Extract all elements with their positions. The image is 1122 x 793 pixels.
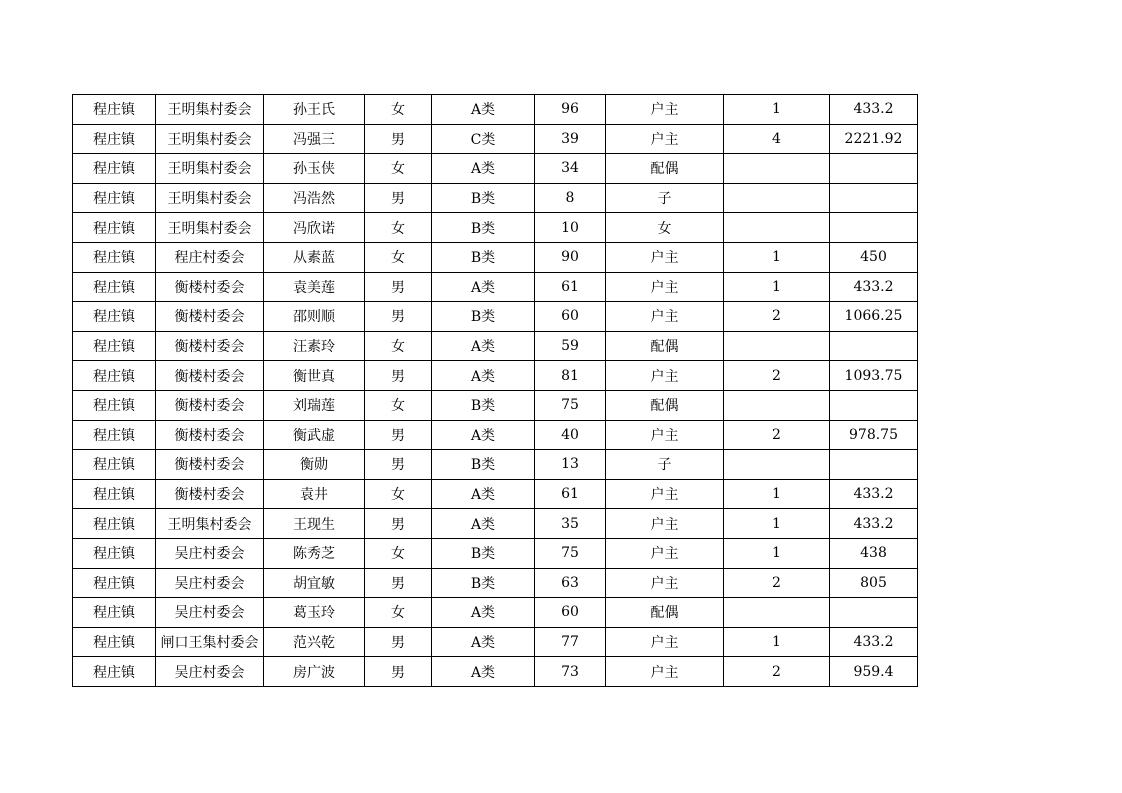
- cell-age: 60: [535, 302, 606, 332]
- cell-household-size: [724, 331, 830, 361]
- cell-household-size: [724, 390, 830, 420]
- cell-village-committee: 衡楼村委会: [156, 390, 264, 420]
- table-row: [73, 95, 918, 125]
- cell-gender: 女: [365, 95, 432, 125]
- cell-town: 程庄镇: [73, 272, 156, 302]
- cell-category: B类: [432, 538, 535, 568]
- cell-age: 60: [535, 598, 606, 628]
- cell-town: 程庄镇: [73, 302, 156, 332]
- cell-category: B类: [432, 390, 535, 420]
- cell-relation: 配偶: [606, 331, 724, 361]
- cell-person-name: 汪素玲: [264, 331, 365, 361]
- cell-town: 程庄镇: [73, 420, 156, 450]
- cell-household-size: [724, 598, 830, 628]
- table-row: [73, 657, 918, 687]
- cell-household-size: 2: [724, 420, 830, 450]
- cell-relation: 户主: [606, 420, 724, 450]
- cell-amount: 1066.25: [830, 302, 918, 332]
- table-row: [73, 331, 918, 361]
- cell-relation: 子: [606, 183, 724, 213]
- cell-age: 90: [535, 242, 606, 272]
- cell-village-committee: 王明集村委会: [156, 124, 264, 154]
- cell-person-name: 冯欣诺: [264, 213, 365, 243]
- table-row: [73, 242, 918, 272]
- cell-person-name: 王现生: [264, 509, 365, 539]
- cell-relation: 女: [606, 213, 724, 243]
- cell-relation: 户主: [606, 657, 724, 687]
- cell-amount: 2221.92: [830, 124, 918, 154]
- table-row: [73, 627, 918, 657]
- table-row: [73, 420, 918, 450]
- cell-town: 程庄镇: [73, 479, 156, 509]
- cell-age: 34: [535, 154, 606, 184]
- table-row: [73, 450, 918, 480]
- cell-relation: 配偶: [606, 154, 724, 184]
- cell-relation: 户主: [606, 538, 724, 568]
- cell-amount: 433.2: [830, 479, 918, 509]
- cell-category: B类: [432, 450, 535, 480]
- cell-village-committee: 衡楼村委会: [156, 479, 264, 509]
- cell-category: A类: [432, 627, 535, 657]
- cell-village-committee: 程庄村委会: [156, 242, 264, 272]
- cell-gender: 男: [365, 361, 432, 391]
- cell-person-name: 从素蓝: [264, 242, 365, 272]
- cell-amount: 1093.75: [830, 361, 918, 391]
- cell-household-size: 4: [724, 124, 830, 154]
- cell-age: 77: [535, 627, 606, 657]
- cell-town: 程庄镇: [73, 361, 156, 391]
- cell-category: A类: [432, 272, 535, 302]
- cell-gender: 男: [365, 183, 432, 213]
- cell-gender: 男: [365, 420, 432, 450]
- cell-town: 程庄镇: [73, 331, 156, 361]
- cell-village-committee: 闸口王集村委会: [156, 627, 264, 657]
- cell-person-name: 胡宜敏: [264, 568, 365, 598]
- cell-amount: 450: [830, 242, 918, 272]
- cell-gender: 女: [365, 331, 432, 361]
- cell-amount: [830, 183, 918, 213]
- cell-village-committee: 吴庄村委会: [156, 538, 264, 568]
- table-row: [73, 272, 918, 302]
- cell-category: A类: [432, 420, 535, 450]
- cell-person-name: 袁美莲: [264, 272, 365, 302]
- cell-village-committee: 衡楼村委会: [156, 331, 264, 361]
- cell-relation: 户主: [606, 509, 724, 539]
- cell-town: 程庄镇: [73, 390, 156, 420]
- cell-category: A类: [432, 361, 535, 391]
- cell-town: 程庄镇: [73, 450, 156, 480]
- cell-age: 40: [535, 420, 606, 450]
- cell-person-name: 孙玉侠: [264, 154, 365, 184]
- cell-household-size: 1: [724, 95, 830, 125]
- cell-age: 61: [535, 272, 606, 302]
- cell-amount: 978.75: [830, 420, 918, 450]
- cell-amount: 959.4: [830, 657, 918, 687]
- cell-town: 程庄镇: [73, 183, 156, 213]
- cell-age: 35: [535, 509, 606, 539]
- cell-amount: 433.2: [830, 509, 918, 539]
- table-row: [73, 183, 918, 213]
- cell-amount: 433.2: [830, 95, 918, 125]
- cell-village-committee: 王明集村委会: [156, 183, 264, 213]
- cell-town: 程庄镇: [73, 213, 156, 243]
- cell-person-name: 刘瑞莲: [264, 390, 365, 420]
- cell-gender: 男: [365, 509, 432, 539]
- table-row: [73, 213, 918, 243]
- cell-age: 73: [535, 657, 606, 687]
- cell-relation: 配偶: [606, 598, 724, 628]
- cell-household-size: 2: [724, 657, 830, 687]
- cell-person-name: 袁井: [264, 479, 365, 509]
- cell-amount: [830, 213, 918, 243]
- cell-village-committee: 王明集村委会: [156, 154, 264, 184]
- cell-category: A类: [432, 509, 535, 539]
- table-body: [73, 95, 918, 687]
- cell-age: 96: [535, 95, 606, 125]
- cell-person-name: 陈秀芝: [264, 538, 365, 568]
- cell-household-size: 1: [724, 509, 830, 539]
- cell-category: B类: [432, 242, 535, 272]
- cell-gender: 男: [365, 568, 432, 598]
- cell-village-committee: 王明集村委会: [156, 213, 264, 243]
- cell-household-size: 1: [724, 272, 830, 302]
- cell-person-name: 范兴乾: [264, 627, 365, 657]
- cell-category: B类: [432, 183, 535, 213]
- cell-age: 61: [535, 479, 606, 509]
- cell-relation: 户主: [606, 124, 724, 154]
- cell-gender: 男: [365, 627, 432, 657]
- cell-household-size: [724, 450, 830, 480]
- cell-household-size: 2: [724, 568, 830, 598]
- cell-gender: 男: [365, 272, 432, 302]
- cell-relation: 户主: [606, 568, 724, 598]
- cell-person-name: 房广波: [264, 657, 365, 687]
- cell-amount: 805: [830, 568, 918, 598]
- table-row: [73, 479, 918, 509]
- cell-village-committee: 吴庄村委会: [156, 598, 264, 628]
- cell-relation: 户主: [606, 242, 724, 272]
- cell-household-size: 1: [724, 479, 830, 509]
- cell-town: 程庄镇: [73, 242, 156, 272]
- cell-village-committee: 衡楼村委会: [156, 450, 264, 480]
- cell-age: 63: [535, 568, 606, 598]
- cell-age: 75: [535, 538, 606, 568]
- cell-gender: 女: [365, 538, 432, 568]
- cell-town: 程庄镇: [73, 568, 156, 598]
- cell-household-size: [724, 213, 830, 243]
- table-row: [73, 154, 918, 184]
- table-row: [73, 568, 918, 598]
- cell-household-size: 1: [724, 627, 830, 657]
- cell-household-size: [724, 183, 830, 213]
- cell-village-committee: 衡楼村委会: [156, 272, 264, 302]
- cell-village-committee: 吴庄村委会: [156, 568, 264, 598]
- table-row: [73, 124, 918, 154]
- cell-village-committee: 衡楼村委会: [156, 361, 264, 391]
- cell-gender: 女: [365, 390, 432, 420]
- cell-household-size: 2: [724, 361, 830, 391]
- cell-town: 程庄镇: [73, 124, 156, 154]
- cell-village-committee: 王明集村委会: [156, 95, 264, 125]
- cell-category: A类: [432, 95, 535, 125]
- table-row: [73, 390, 918, 420]
- cell-town: 程庄镇: [73, 154, 156, 184]
- cell-household-size: 1: [724, 242, 830, 272]
- cell-age: 59: [535, 331, 606, 361]
- cell-village-committee: 王明集村委会: [156, 509, 264, 539]
- table-row: [73, 538, 918, 568]
- cell-amount: 438: [830, 538, 918, 568]
- cell-age: 75: [535, 390, 606, 420]
- cell-amount: [830, 390, 918, 420]
- cell-category: A类: [432, 479, 535, 509]
- cell-age: 10: [535, 213, 606, 243]
- cell-relation: 户主: [606, 95, 724, 125]
- cell-person-name: 葛玉玲: [264, 598, 365, 628]
- cell-village-committee: 吴庄村委会: [156, 657, 264, 687]
- cell-category: B类: [432, 213, 535, 243]
- table-row: [73, 302, 918, 332]
- cell-gender: 女: [365, 213, 432, 243]
- cell-person-name: 冯浩然: [264, 183, 365, 213]
- cell-relation: 户主: [606, 627, 724, 657]
- cell-relation: 配偶: [606, 390, 724, 420]
- cell-category: A类: [432, 331, 535, 361]
- cell-gender: 男: [365, 302, 432, 332]
- cell-amount: [830, 154, 918, 184]
- cell-category: A类: [432, 657, 535, 687]
- cell-household-size: [724, 154, 830, 184]
- cell-gender: 女: [365, 479, 432, 509]
- cell-gender: 男: [365, 124, 432, 154]
- table-row: [73, 361, 918, 391]
- cell-category: C类: [432, 124, 535, 154]
- table-row: [73, 598, 918, 628]
- cell-category: A类: [432, 154, 535, 184]
- cell-relation: 子: [606, 450, 724, 480]
- cell-gender: 女: [365, 154, 432, 184]
- cell-town: 程庄镇: [73, 598, 156, 628]
- cell-relation: 户主: [606, 361, 724, 391]
- cell-town: 程庄镇: [73, 627, 156, 657]
- cell-age: 8: [535, 183, 606, 213]
- cell-town: 程庄镇: [73, 509, 156, 539]
- cell-age: 39: [535, 124, 606, 154]
- cell-gender: 女: [365, 242, 432, 272]
- cell-town: 程庄镇: [73, 657, 156, 687]
- cell-age: 81: [535, 361, 606, 391]
- cell-person-name: 冯强三: [264, 124, 365, 154]
- data-table: [72, 94, 918, 687]
- cell-amount: 433.2: [830, 272, 918, 302]
- cell-relation: 户主: [606, 479, 724, 509]
- cell-gender: 男: [365, 450, 432, 480]
- cell-town: 程庄镇: [73, 538, 156, 568]
- cell-age: 13: [535, 450, 606, 480]
- cell-household-size: 2: [724, 302, 830, 332]
- cell-person-name: 衡世真: [264, 361, 365, 391]
- cell-person-name: 衡武虚: [264, 420, 365, 450]
- cell-category: B类: [432, 302, 535, 332]
- cell-person-name: 孙王氏: [264, 95, 365, 125]
- cell-gender: 女: [365, 598, 432, 628]
- table-row: [73, 509, 918, 539]
- cell-person-name: 邵则顺: [264, 302, 365, 332]
- cell-amount: 433.2: [830, 627, 918, 657]
- cell-amount: [830, 598, 918, 628]
- cell-amount: [830, 331, 918, 361]
- cell-amount: [830, 450, 918, 480]
- cell-town: 程庄镇: [73, 95, 156, 125]
- cell-village-committee: 衡楼村委会: [156, 302, 264, 332]
- cell-gender: 男: [365, 657, 432, 687]
- cell-person-name: 衡勋: [264, 450, 365, 480]
- cell-relation: 户主: [606, 302, 724, 332]
- cell-village-committee: 衡楼村委会: [156, 420, 264, 450]
- cell-category: B类: [432, 568, 535, 598]
- cell-relation: 户主: [606, 272, 724, 302]
- cell-category: A类: [432, 598, 535, 628]
- cell-household-size: 1: [724, 538, 830, 568]
